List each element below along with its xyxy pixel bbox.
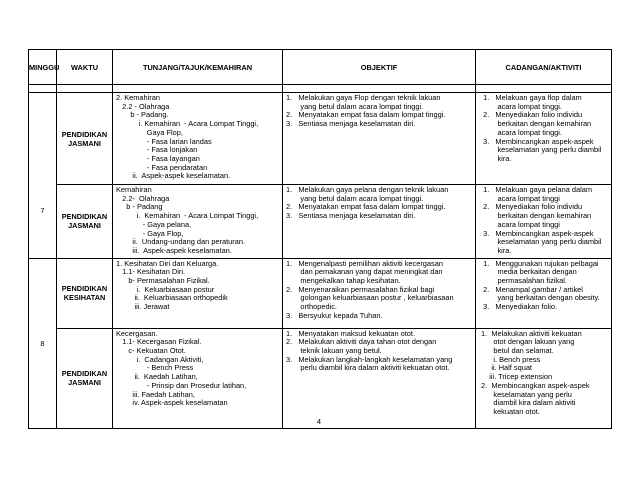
activity-cell xyxy=(476,93,612,185)
cell-line: media berkaitan dengan xyxy=(479,267,577,277)
cell-line: c- Kekuatan Otot. xyxy=(116,346,186,356)
cell-line: b - Padang xyxy=(116,202,163,212)
cell-line: Kecergasan. xyxy=(116,328,158,338)
objective-cell xyxy=(283,185,476,259)
cell-line: 1.1- Kecergasan Fizikal. xyxy=(116,337,202,347)
cell-line: 1.1- Kesihatan Diri. xyxy=(116,267,186,277)
header-cadangan: CADANGAN/AKTIVITI xyxy=(476,50,612,85)
cell-line: acara lompat tinggi. xyxy=(479,127,562,137)
cell-line: ii. Kaedah Latihan, xyxy=(116,372,198,382)
cell-line: 3. Menyediakan folio. xyxy=(479,302,558,312)
cell-line: yang betul dalam acara lompat tinggi. xyxy=(286,193,424,203)
cell-line: keselamatan yang perlu diambil xyxy=(479,237,602,247)
cell-line: i. Cadangan Aktiviti, xyxy=(116,354,204,364)
cell-line: 2.2 - Olahraga xyxy=(116,101,170,111)
header-waktu: WAKTU xyxy=(57,50,113,85)
cell-line: 3. Melakukan langkah-langkah keselamatan yang xyxy=(286,354,453,364)
cell-line: 2. Membincangkan aspek-aspek xyxy=(479,380,590,390)
cell-line: 3. Membincangkan aspek-aspek xyxy=(479,228,594,238)
cell-line: acara lompat tinggi. xyxy=(479,101,562,111)
cell-line: 1. Melakuan gaya pelana dalam xyxy=(479,185,592,194)
cell-line: dan pemakanan yang dapat meningkat dan xyxy=(286,267,443,277)
cell-line: mengekalkan tahap kesihatan. xyxy=(286,276,401,286)
lesson-plan-table xyxy=(28,49,612,429)
cell-line: - Gaya pelana, xyxy=(116,219,192,229)
cell-line: 1. Menyatakan maksud kekuatan otot. xyxy=(286,328,416,338)
cell-line: 2. Menyatakan empat fasa dalam lompat tinggi. xyxy=(286,110,446,120)
cell-line: orthopedic. xyxy=(286,302,337,312)
cell-line: - Bench Press xyxy=(116,363,194,373)
cell-line: otot dengan lakuan yang xyxy=(479,337,575,347)
page-number: 4 xyxy=(316,417,322,426)
objective-cell xyxy=(283,328,476,428)
cell-line: Gaya Flop, xyxy=(116,127,183,137)
week-cell: 7 xyxy=(29,93,57,259)
cell-line: iii. Tricep extension xyxy=(479,372,553,382)
cell-line: iii. Faedah Latihan, xyxy=(116,389,195,399)
activity-cell xyxy=(476,185,612,259)
topic-cell xyxy=(113,185,283,259)
subject-cell: PENDIDIKAN JASMANI xyxy=(57,328,113,428)
cell-line: betul dan selamat. xyxy=(479,346,554,356)
cell-line: 2. Menyenaraikan permasalahan fizikal bagi xyxy=(286,284,435,294)
cell-line: i. Keluarbiasaan postur xyxy=(116,284,215,294)
cell-line: b - Padang. xyxy=(116,110,169,120)
cell-line: ii. Undang-undang dan peraturan. xyxy=(116,237,246,247)
topic-cell xyxy=(113,328,283,428)
cell-line: 3. Membincangkan aspek-aspek xyxy=(479,136,594,146)
table-row xyxy=(29,328,612,428)
cell-line: iv. Aspek-aspek keselamatan xyxy=(116,398,228,408)
header-row xyxy=(29,50,612,85)
cell-line: berkaitan dengan kemahiran xyxy=(479,211,592,221)
header-tunjang: TUNJANG/TAJUK/KEMAHIRAN xyxy=(113,50,283,85)
cell-line: 1. Melakukan gaya pelana dengan teknik lakuan xyxy=(286,185,449,194)
cell-line: iii. Jerawat xyxy=(116,302,170,312)
table-row xyxy=(29,258,612,328)
cell-line: 3. Bersyukur kepada Tuhan. xyxy=(286,310,383,320)
table-row xyxy=(29,185,612,259)
cell-line: - Prinsip dan Prosedur latihan, xyxy=(116,380,247,390)
cell-line: 3. Sentiasa menjaga keselamatan diri. xyxy=(286,211,416,221)
topic-cell xyxy=(113,258,283,328)
topic-cell xyxy=(113,93,283,185)
cell-line: 2. Menampal gambar / artikel xyxy=(479,284,583,294)
cell-line: i. Bench press xyxy=(479,354,541,364)
cell-line: perlu diambil kira dalam aktiviti kekuatan otot. xyxy=(286,363,450,373)
header-objektif: OBJEKTIF xyxy=(283,50,476,85)
cell-line: - Fasa pendaratan xyxy=(116,162,208,172)
cell-line: i. Kemahiran - Acara Lompat Tinggi, xyxy=(116,119,259,129)
cell-line: yang berkaitan dengan obesity. xyxy=(479,293,600,303)
cell-line: 1. Melakuan gaya flop dalam xyxy=(479,93,582,102)
header-minggu: MINGGU xyxy=(29,50,57,85)
week-cell: 8 xyxy=(29,258,57,428)
cell-line: kekuatan otot. xyxy=(479,406,540,416)
cell-line: ii. Aspek-aspek keselamatan. xyxy=(116,171,231,181)
cell-line: diambil kira dalam aktiviti xyxy=(479,398,576,408)
cell-line: i. Kemahiran - Acara Lompat Tinggi, xyxy=(116,211,259,221)
cell-line: teknik lakuan yang betul. xyxy=(286,346,382,356)
cell-line: 1. Melakukan aktiviti kekuatan xyxy=(479,328,582,338)
cell-line: acara lompat tinggi xyxy=(479,219,560,229)
objective-cell xyxy=(283,93,476,185)
cell-line: - Fasa layangan xyxy=(116,153,200,163)
subject-cell: PENDIDIKAN JASMANI xyxy=(57,185,113,259)
cell-line: 3. Sentiasa menjaga keselamatan diri. xyxy=(286,119,416,129)
objective-cell xyxy=(283,258,476,328)
cell-line: 1. Kesihatan Diri dan Keluarga. xyxy=(116,258,219,268)
cell-line: - Fasa lonjakan xyxy=(116,145,198,155)
activity-cell xyxy=(476,328,612,428)
cell-line: iii. Aspek-aspek keselamatan. xyxy=(116,245,232,255)
cell-line: 2. Melakukan aktiviti daya tahan otot dengan xyxy=(286,337,437,347)
cell-line: yang betul dalam acara lompat tinggi. xyxy=(286,101,424,111)
subject-cell: PENDIDIKAN KESIHATAN xyxy=(57,258,113,328)
cell-line: 2. Menyatakan empat fasa dalam lompat tinggi. xyxy=(286,202,446,212)
cell-line: 1. Mengenalpasti pemilihan aktiviti kecergasan xyxy=(286,258,443,268)
spacer-row xyxy=(29,85,612,93)
cell-line: 1. Melakukan gaya Flop dengan teknik lakuan xyxy=(286,93,441,102)
cell-line: permasalahan fizikal. xyxy=(479,276,567,286)
cell-line: 2.2- Olahraga xyxy=(116,193,170,203)
cell-line: b- Permasalahan Fizikal. xyxy=(116,276,210,286)
cell-line: 1. Menggunakan rujukan pelbagai xyxy=(479,258,599,268)
cell-line: ii. Half squat xyxy=(479,363,532,373)
cell-line: berkaitan dengan kemahiran xyxy=(479,119,592,129)
cell-line: 2. Menyediakan folio individu xyxy=(479,202,583,212)
cell-line: keselamatan yang perlu diambil xyxy=(479,145,602,155)
cell-line: 2. Kemahiran xyxy=(116,93,160,102)
cell-line: Kemahiran xyxy=(116,185,152,194)
cell-line: kira. xyxy=(479,153,512,163)
cell-line: 2. Menyediakan folio individu xyxy=(479,110,583,120)
cell-line: ii. Keluarbiasaan orthopedik xyxy=(116,293,228,303)
cell-line: keselamatan yang perlu xyxy=(479,389,572,399)
cell-line: kira. xyxy=(479,245,512,255)
subject-cell: PENDIDIKAN JASMANI xyxy=(57,93,113,185)
cell-line: acara lompat tinggi xyxy=(479,193,560,203)
activity-cell xyxy=(476,258,612,328)
table-row xyxy=(29,93,612,185)
cell-line: golongan keluarbiasaan postur , keluarbiasaan xyxy=(286,293,454,303)
cell-line: - Fasa larian landas xyxy=(116,136,212,146)
cell-line: - Gaya Flop, xyxy=(116,228,184,238)
